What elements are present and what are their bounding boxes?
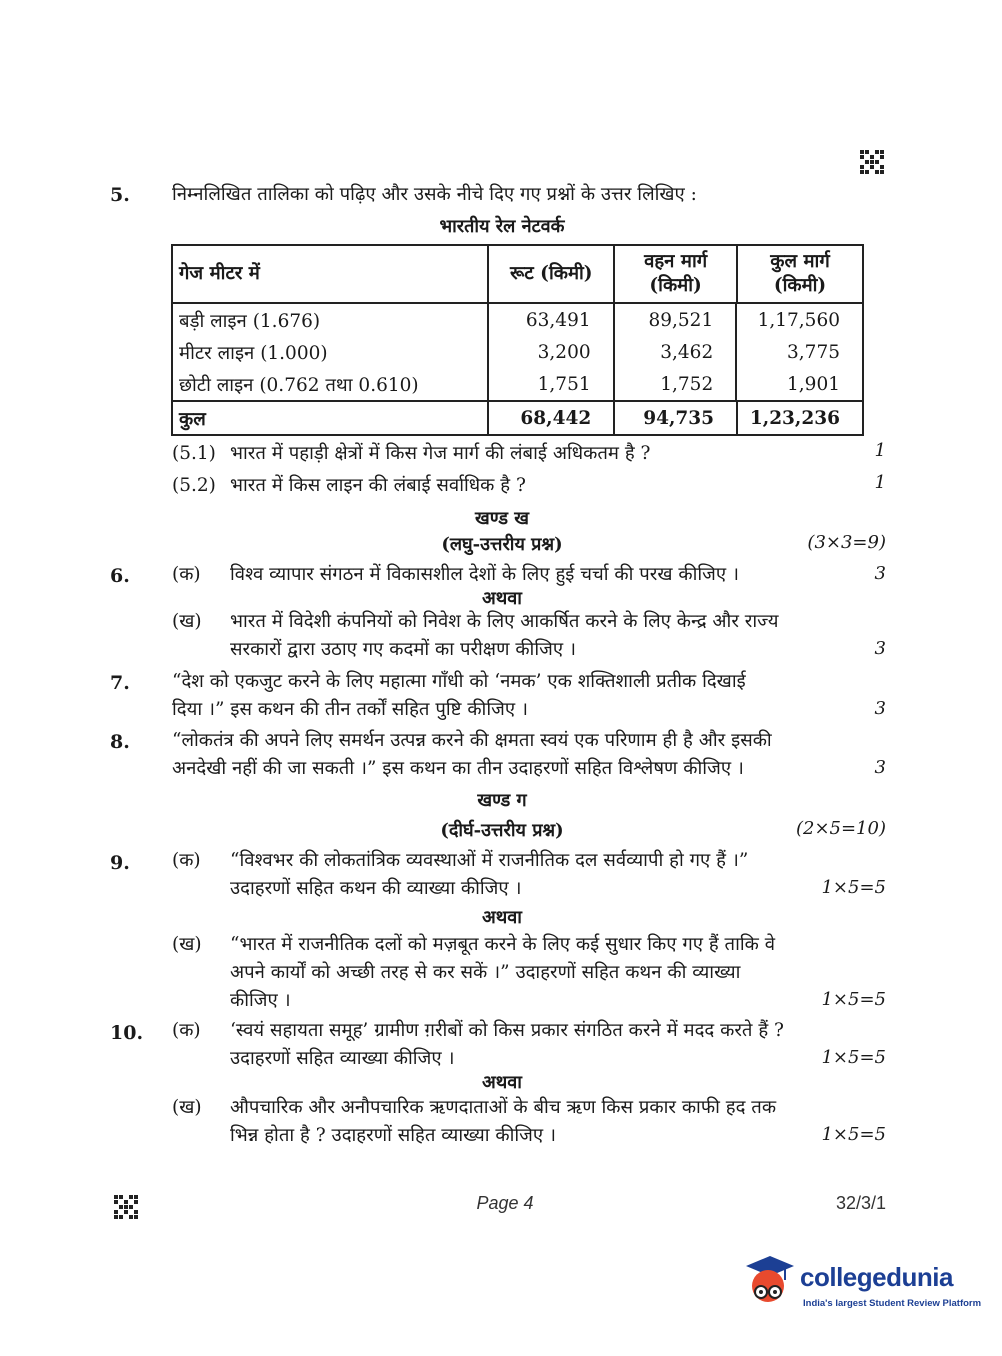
cell-value: 3,462: [614, 336, 737, 368]
q9-b-line2: अपने कार्यों को अच्छी तरह से कर सकें ।” उदाहरणों सहित कथन की व्याख्या: [230, 962, 741, 983]
q6-b-line2: सरकारों द्वारा उठाए गए कदमों का परीक्षण कीजिए ।: [230, 639, 576, 660]
q6-b-label: (ख): [172, 611, 202, 632]
qr-code-icon: [114, 1195, 138, 1219]
header-route: रूट (किमी): [488, 245, 614, 303]
cell-value: 1,17,560: [757, 309, 840, 331]
section-b-subtitle: (लघु-उत्तरीय प्रश्न): [441, 534, 563, 555]
cell-value: 1,752: [614, 368, 737, 400]
q10-b-marks: 1×5=5: [821, 1124, 886, 1145]
q10-a-line1: ‘स्वयं सहायता समूह’ ग्रामीण ग़रीबों को किस प्रकार संगठित करने में मदद करते हैं ?: [230, 1020, 784, 1041]
q6-a-text: विश्व व्यापार संगठन में विकासशील देशों के लिए हुई चर्चा की परख कीजिए ।: [230, 564, 740, 585]
header-total-track: कुल मार्ग (किमी): [737, 245, 863, 303]
q5-instruction: निम्नलिखित तालिका को पढ़िए और उसके नीचे दिए गए प्रश्नों के उत्तर लिखिए :: [172, 184, 697, 205]
table-row: [173, 368, 862, 400]
subq-5-1-num: (5.1): [172, 443, 216, 464]
qr-code-icon: [860, 150, 884, 174]
total-label: कुल: [172, 401, 488, 435]
page-number: Page 4: [476, 1193, 534, 1213]
collegedunia-mascot-icon: [740, 1252, 796, 1312]
question-number-9: 9.: [110, 852, 130, 874]
subq-5-2-marks: 1: [874, 472, 886, 493]
q8-marks: 3: [874, 757, 886, 778]
q9-a-line2: उदाहरणों सहित कथन की व्याख्या कीजिए ।: [230, 878, 522, 899]
table-row: [173, 304, 862, 336]
q9-a-marks: 1×5=5: [821, 877, 886, 898]
table-total-row: [172, 401, 863, 435]
q9-a-label: (क): [172, 850, 201, 871]
section-b-marks: (3×3=9): [807, 532, 886, 553]
q9-or: अथवा: [482, 907, 522, 928]
q10-a-label: (क): [172, 1020, 201, 1041]
q10-a-marks: 1×5=5: [821, 1047, 886, 1068]
q9-b-line3: कीजिए ।: [230, 990, 291, 1011]
q10-or: अथवा: [482, 1072, 522, 1093]
total-value: 94,735: [614, 401, 737, 435]
q8-line2: अनदेखी नहीं की जा सकती ।” इस कथन का तीन उदाहरणों सहित विश्लेषण कीजिए ।: [172, 758, 744, 779]
q10-b-label: (ख): [172, 1097, 202, 1118]
subq-5-1-text: भारत में पहाड़ी क्षेत्रों में किस गेज मार्ग की लंबाई अधिकतम है ?: [230, 443, 651, 464]
subq-5-1-marks: 1: [874, 440, 886, 461]
row-label: छोटी लाइन (0.762 तथा 0.610): [173, 368, 488, 400]
q7-marks: 3: [874, 698, 886, 719]
q7-line1: “देश को एकजुट करने के लिए महात्मा गाँधी को ‘नमक’ एक शक्तिशाली प्रतीक दिखाई: [172, 671, 746, 692]
section-c-subtitle: (दीर्घ-उत्तरीय प्रश्न): [440, 820, 564, 841]
question-number-7: 7.: [110, 672, 130, 694]
rail-network-table: [171, 244, 864, 436]
q10-b-line1: औपचारिक और अनौपचारिक ऋणदाताओं के बीच ऋण किस प्रकार काफी हद तक: [230, 1097, 777, 1118]
collegedunia-tagline: India's largest Student Review Platform: [803, 1298, 982, 1309]
subq-5-2-num: (5.2): [172, 475, 216, 496]
table-title: भारतीय रेल नेटवर्क: [439, 216, 565, 237]
paper-code: 32/3/1: [835, 1193, 886, 1213]
row-label: मीटर लाइन (1.000): [173, 336, 488, 368]
subq-5-2-text: भारत में किस लाइन की लंबाई सर्वाधिक है ?: [230, 475, 526, 496]
cell-value: 3,200: [488, 336, 614, 368]
cell-value: 63,491: [488, 304, 614, 336]
header-gauge: गेज मीटर में: [172, 245, 488, 303]
q10-b-line2: भिन्न होता है ? उदाहरणों सहित व्याख्या कीजिए ।: [230, 1125, 557, 1146]
q9-a-line1: “विश्वभर की लोकतांत्रिक व्यवस्थाओं में राजनीतिक दल सर्वव्यापी हो गए हैं ।”: [230, 850, 749, 871]
q6-a-marks: 3: [874, 563, 886, 584]
row-label: बड़ी लाइन (1.676): [173, 304, 488, 336]
question-number-10: 10.: [110, 1022, 144, 1044]
section-c-marks: (2×5=10): [795, 818, 886, 839]
table-row: [173, 336, 862, 368]
collegedunia-wordmark: collegedunia: [800, 1262, 953, 1292]
section-b-title: खण्ड ख: [475, 508, 529, 529]
q10-a-line2: उदाहरणों सहित व्याख्या कीजिए ।: [230, 1048, 455, 1069]
total-value: 1,23,236: [737, 401, 863, 435]
cell-value: 3,775: [787, 341, 840, 363]
question-number-5: 5.: [110, 184, 130, 206]
cell-value: 1,751: [488, 368, 614, 400]
table-header-row: [172, 245, 863, 303]
header-running-track: वहन मार्ग (किमी): [614, 245, 737, 303]
q6-or: अथवा: [482, 588, 522, 609]
q7-line2: दिया ।” इस कथन की तीन तर्कों सहित पुष्टि कीजिए ।: [172, 699, 528, 720]
table-body: [172, 303, 863, 401]
cell-value: 1,901: [787, 373, 840, 395]
q8-line1: “लोकतंत्र की अपने लिए समर्थन उत्पन्न करने की क्षमता स्वयं एक परिणाम ही है और इसकी: [172, 730, 772, 751]
cell-value: 89,521: [614, 304, 737, 336]
q9-b-label: (ख): [172, 934, 202, 955]
q6-b-marks: 3: [874, 638, 886, 659]
q6-a-label: (क): [172, 564, 201, 585]
question-number-8: 8.: [110, 731, 130, 753]
q9-b-line1: “भारत में राजनीतिक दलों को मज़बूत करने के लिए कई सुधार किए गए हैं ताकि वे: [230, 934, 776, 955]
q6-b-line1: भारत में विदेशी कंपनियों को निवेश के लिए आकर्षित करने के लिए केन्द्र और राज्य: [230, 611, 779, 632]
section-c-title: खण्ड ग: [477, 790, 527, 811]
total-value: 68,442: [488, 401, 614, 435]
question-number-6: 6.: [110, 565, 130, 587]
q9-b-marks: 1×5=5: [821, 989, 886, 1010]
